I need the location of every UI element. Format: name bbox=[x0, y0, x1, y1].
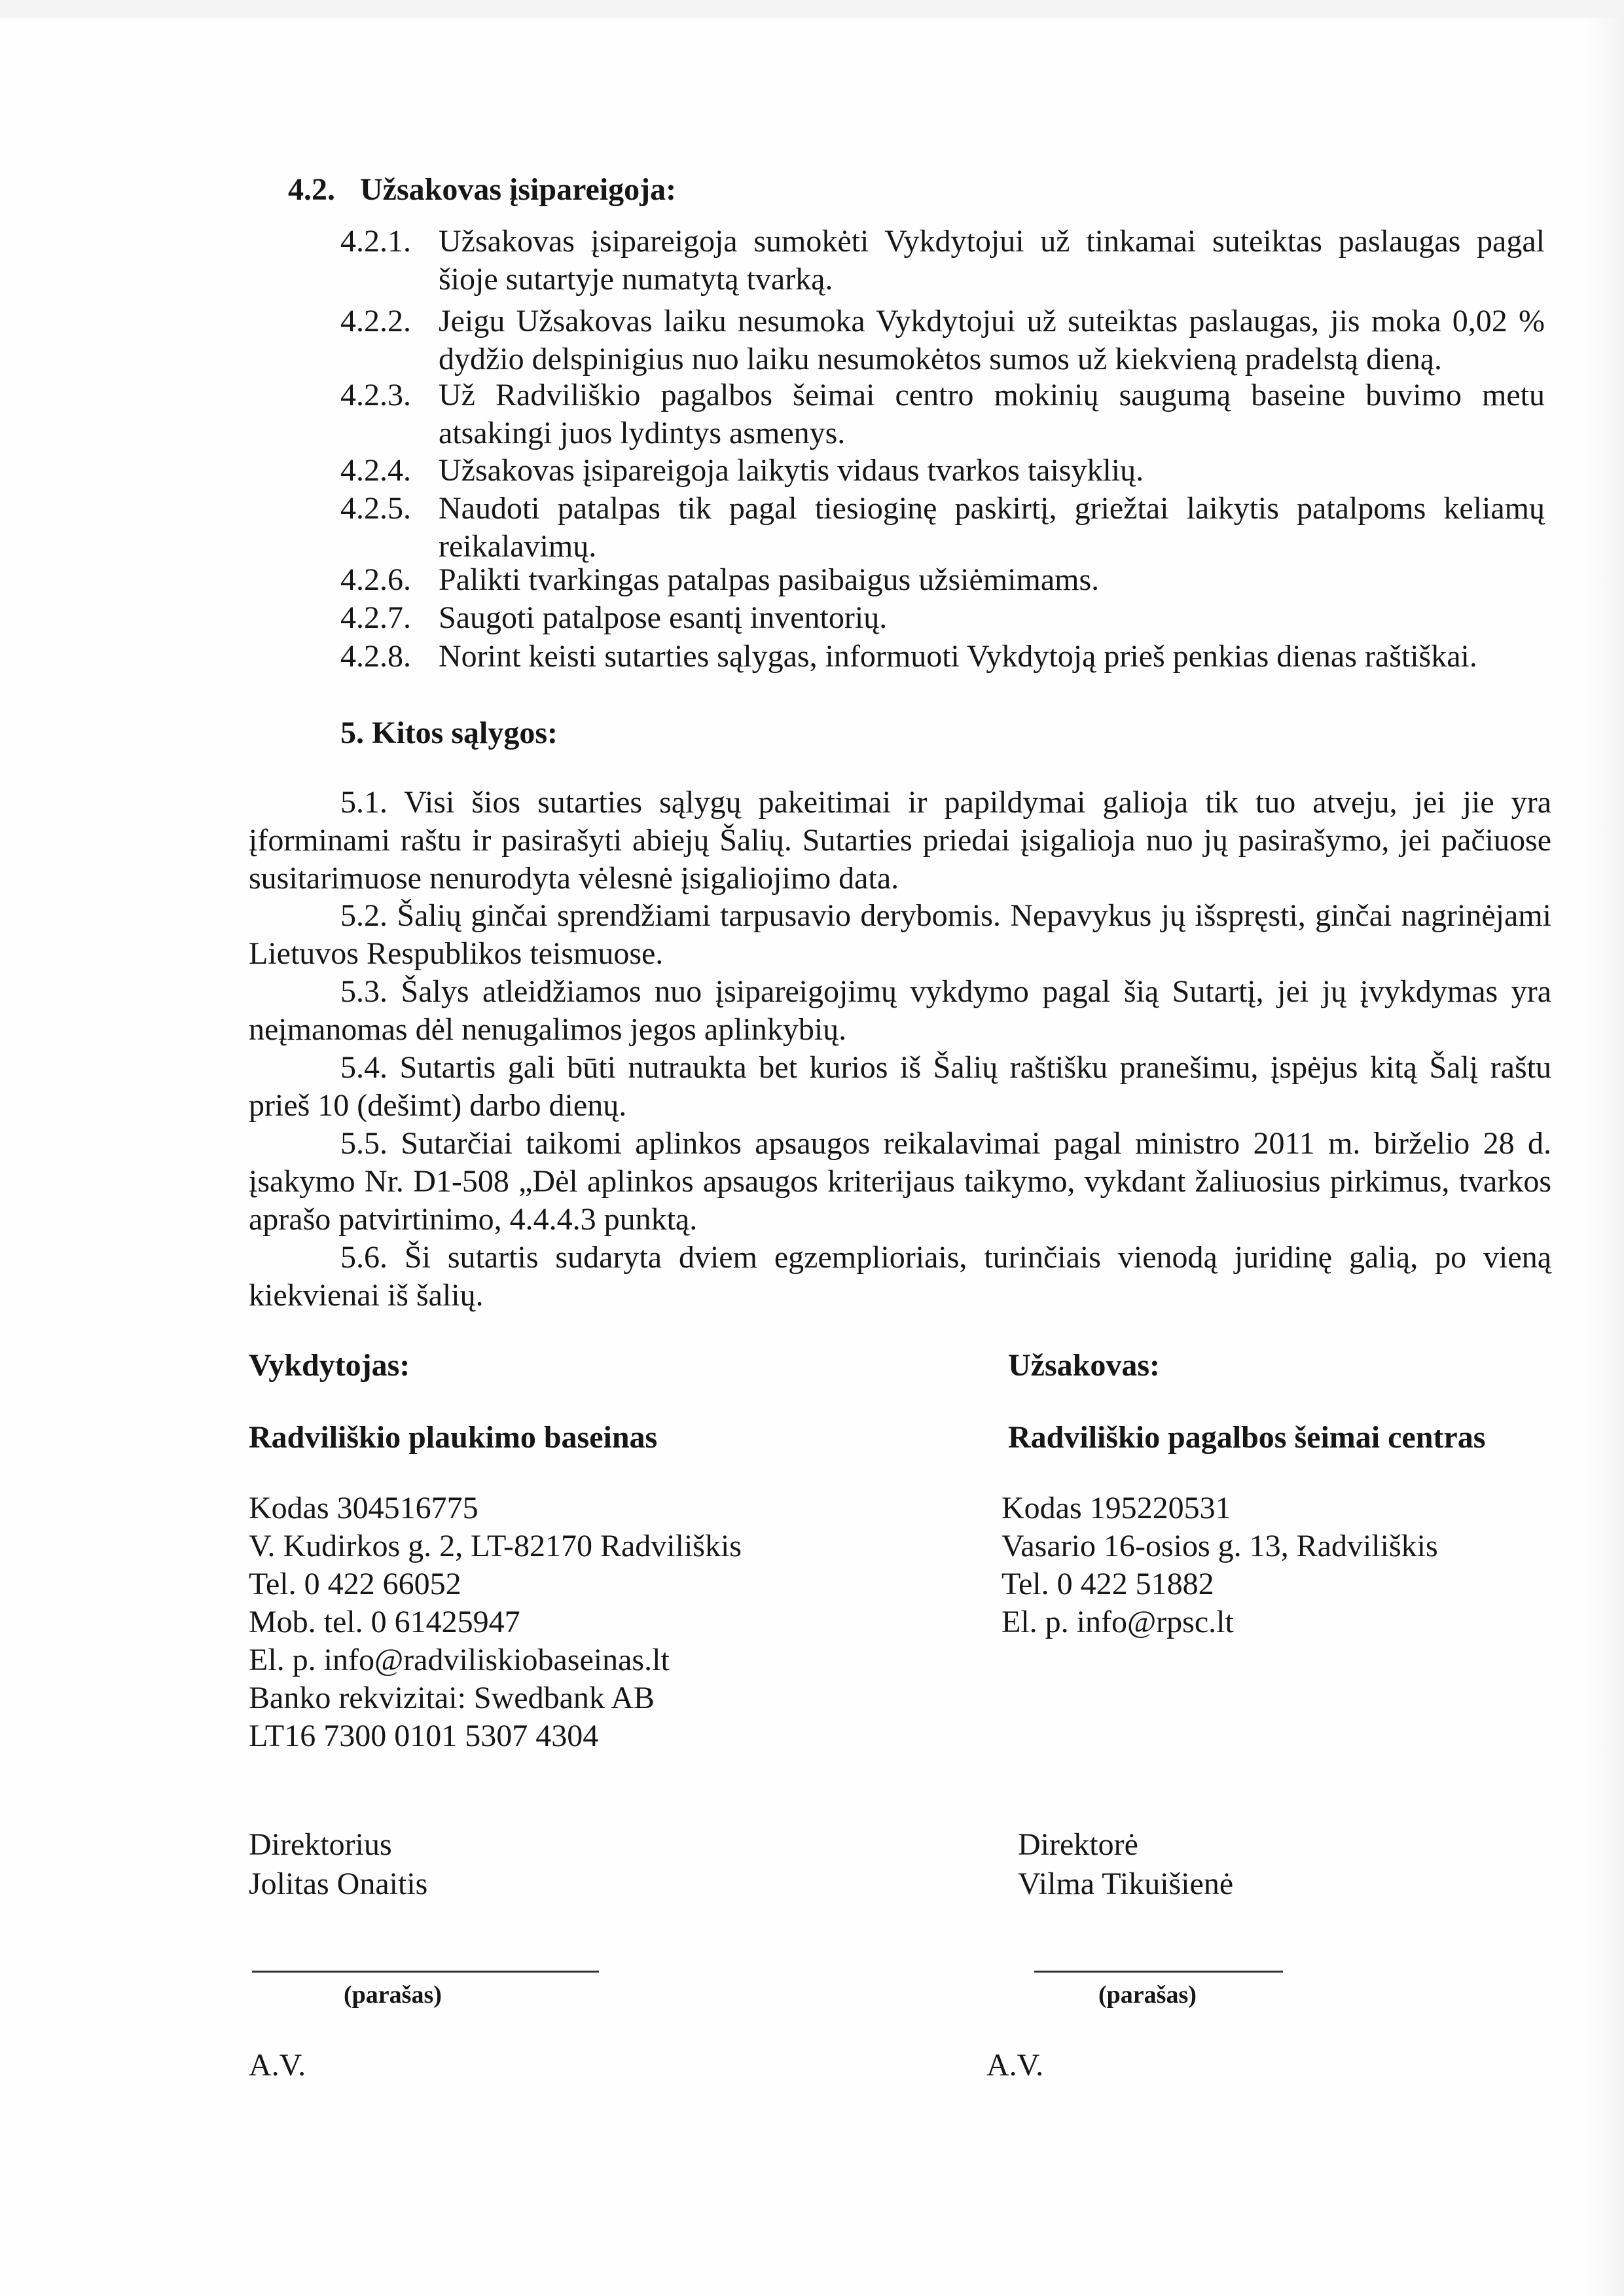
executor-signature-line bbox=[252, 1971, 599, 1973]
executor-role: Vykdytojas: bbox=[249, 1348, 410, 1383]
scan-shade bbox=[1585, 18, 1624, 2296]
customer-stamp: A.V. bbox=[986, 2048, 1044, 2083]
customer-role: Užsakovas: bbox=[1008, 1348, 1161, 1383]
executor-stamp: A.V. bbox=[249, 2048, 306, 2083]
item-text: Jeigu Užsakovas laiku nesumoka Vykdytojui už suteiktas paslaugas, jis moka 0,02 % dydžio delspinigius nuo laiku nesumokėtos sumos už kiekvieną pradelstą dieną. bbox=[439, 304, 1545, 376]
list-item bbox=[340, 490, 1545, 566]
item-text: Už Radviliškio pagalbos šeimai centro mokinių saugumą baseine buvimo metu atsakingi juos lydintys asmenys. bbox=[439, 378, 1545, 450]
list-item bbox=[340, 452, 1545, 490]
item-number: 4.2.3. bbox=[340, 378, 411, 412]
paragraph: 5.6. Ši sutartis sudaryta dviem egzemplioriais, turinčiais vienodą juridinę galią, po vieną kiekvienai iš šalių. bbox=[249, 1240, 1551, 1313]
item-number: 4.2.4. bbox=[340, 453, 411, 488]
executor-address: V. Kudirkos g. 2, LT-82170 Radviliškis bbox=[249, 1529, 742, 1563]
paragraph: 5.3. Šalys atleidžiamos nuo įsipareigojimų vykdymo pagal šią Sutartį, jei jų įvykdymas yra neįmanomas dėl nenugalimos jegos aplinkybių. bbox=[249, 974, 1551, 1047]
item-text: Užsakovas įsipareigoja laikytis vidaus tvarkos taisyklių. bbox=[439, 453, 1144, 488]
item-text: Naudoti patalpas tik pagal tiesioginę paskirtį, griežtai laikytis patalpoms keliamų reikalavimų. bbox=[439, 491, 1545, 564]
item-number: 4.2.1. bbox=[340, 224, 411, 259]
customer-signature-caption: (parašas) bbox=[1098, 1981, 1197, 2009]
list-item bbox=[340, 599, 1545, 637]
executor-bank: Banko rekvizitai: Swedbank AB bbox=[249, 1681, 655, 1715]
section-4-2-number: 4.2. bbox=[288, 172, 335, 207]
section-5-heading: 5. Kitos sąlygos: bbox=[340, 716, 558, 750]
scan-edge bbox=[0, 0, 1624, 18]
executor-email: El. p. info@radviliskiobaseinas.lt bbox=[249, 1643, 670, 1677]
customer-code: Kodas 195220531 bbox=[1001, 1491, 1231, 1525]
executor-person: Jolitas Onaitis bbox=[249, 1867, 428, 1901]
list-item bbox=[340, 223, 1545, 299]
item-text: Užsakovas įsipareigoja sumokėti Vykdytojui už tinkamai suteiktas paslaugas pagal šioje sutartyje numatytą tvarką. bbox=[439, 224, 1545, 297]
paragraph: 5.4. Sutartis gali būti nutraukta bet kurios iš Šalių raštišku pranešimu, įspėjus kitą Šalį raštu prieš 10 (dešimt) darbo dienų. bbox=[249, 1050, 1551, 1123]
customer-phone: Tel. 0 422 51882 bbox=[1001, 1567, 1214, 1601]
section-4-2-heading bbox=[288, 172, 676, 208]
item-text: Saugoti patalpose esantį inventorių. bbox=[439, 600, 888, 635]
list-item bbox=[340, 561, 1545, 599]
executor-mobile: Mob. tel. 0 61425947 bbox=[249, 1605, 520, 1639]
customer-email: El. p. info@rpsc.lt bbox=[1001, 1605, 1234, 1639]
executor-account: LT16 7300 0101 5307 4304 bbox=[249, 1719, 599, 1753]
item-number: 4.2.7. bbox=[340, 600, 411, 635]
list-item bbox=[340, 302, 1545, 378]
item-number: 4.2.6. bbox=[340, 562, 411, 597]
list-item bbox=[340, 638, 1545, 676]
customer-address: Vasario 16-osios g. 13, Radviliškis bbox=[1001, 1529, 1438, 1563]
item-text: Norint keisti sutarties sąlygas, informuoti Vykdytoją prieš penkias dienas raštiškai. bbox=[439, 639, 1477, 674]
paragraph: 5.2. Šalių ginčai sprendžiami tarpusavio derybomis. Nepavykus jų išspręsti, ginčai nagrinėjami Lietuvos Respublikos teismuose. bbox=[249, 898, 1551, 971]
customer-signature-line bbox=[1034, 1971, 1283, 1973]
customer-position: Direktorė bbox=[1018, 1827, 1138, 1862]
executor-name: Radviliškio plaukimo baseinas bbox=[249, 1420, 658, 1455]
executor-signature-caption: (parašas) bbox=[344, 1981, 442, 2009]
section-4-2-title: Užsakovas įsipareigoja: bbox=[360, 172, 677, 207]
paragraph: 5.5. Sutarčiai taikomi aplinkos apsaugos reikalavimai pagal ministro 2011 m. birželio 28 d. įsakymo Nr. D1-508 „Dėl aplinkos apsaugos kriterijaus taikymo, vykdant žaliuosius pirkimus, tvarkos aprašo patvirtinimo, 4.4.4.3 punktą. bbox=[249, 1126, 1551, 1237]
executor-code: Kodas 304516775 bbox=[249, 1491, 478, 1525]
item-text: Palikti tvarkingas patalpas pasibaigus užsiėmimams. bbox=[439, 562, 1100, 597]
customer-name: Radviliškio pagalbos šeimai centras bbox=[1008, 1420, 1486, 1455]
paragraph: 5.1. Visi šios sutarties sąlygų pakeitimai ir papildymai galioja tik tuo atveju, jei jie yra įforminami raštu ir pasirašyti abiejų Šalių. Sutarties priedai įsigalioja nuo jų pasirašymo, jei pačiuose susitarimuose nenurodyta vėlesnė įsigaliojimo data. bbox=[249, 785, 1551, 896]
item-number: 4.2.2. bbox=[340, 304, 411, 338]
executor-position: Direktorius bbox=[249, 1827, 392, 1862]
item-number: 4.2.8. bbox=[340, 639, 411, 674]
executor-phone: Tel. 0 422 66052 bbox=[249, 1567, 461, 1601]
list-item bbox=[340, 376, 1545, 452]
item-number: 4.2.5. bbox=[340, 491, 411, 526]
customer-person: Vilma Tikuišienė bbox=[1018, 1867, 1234, 1901]
